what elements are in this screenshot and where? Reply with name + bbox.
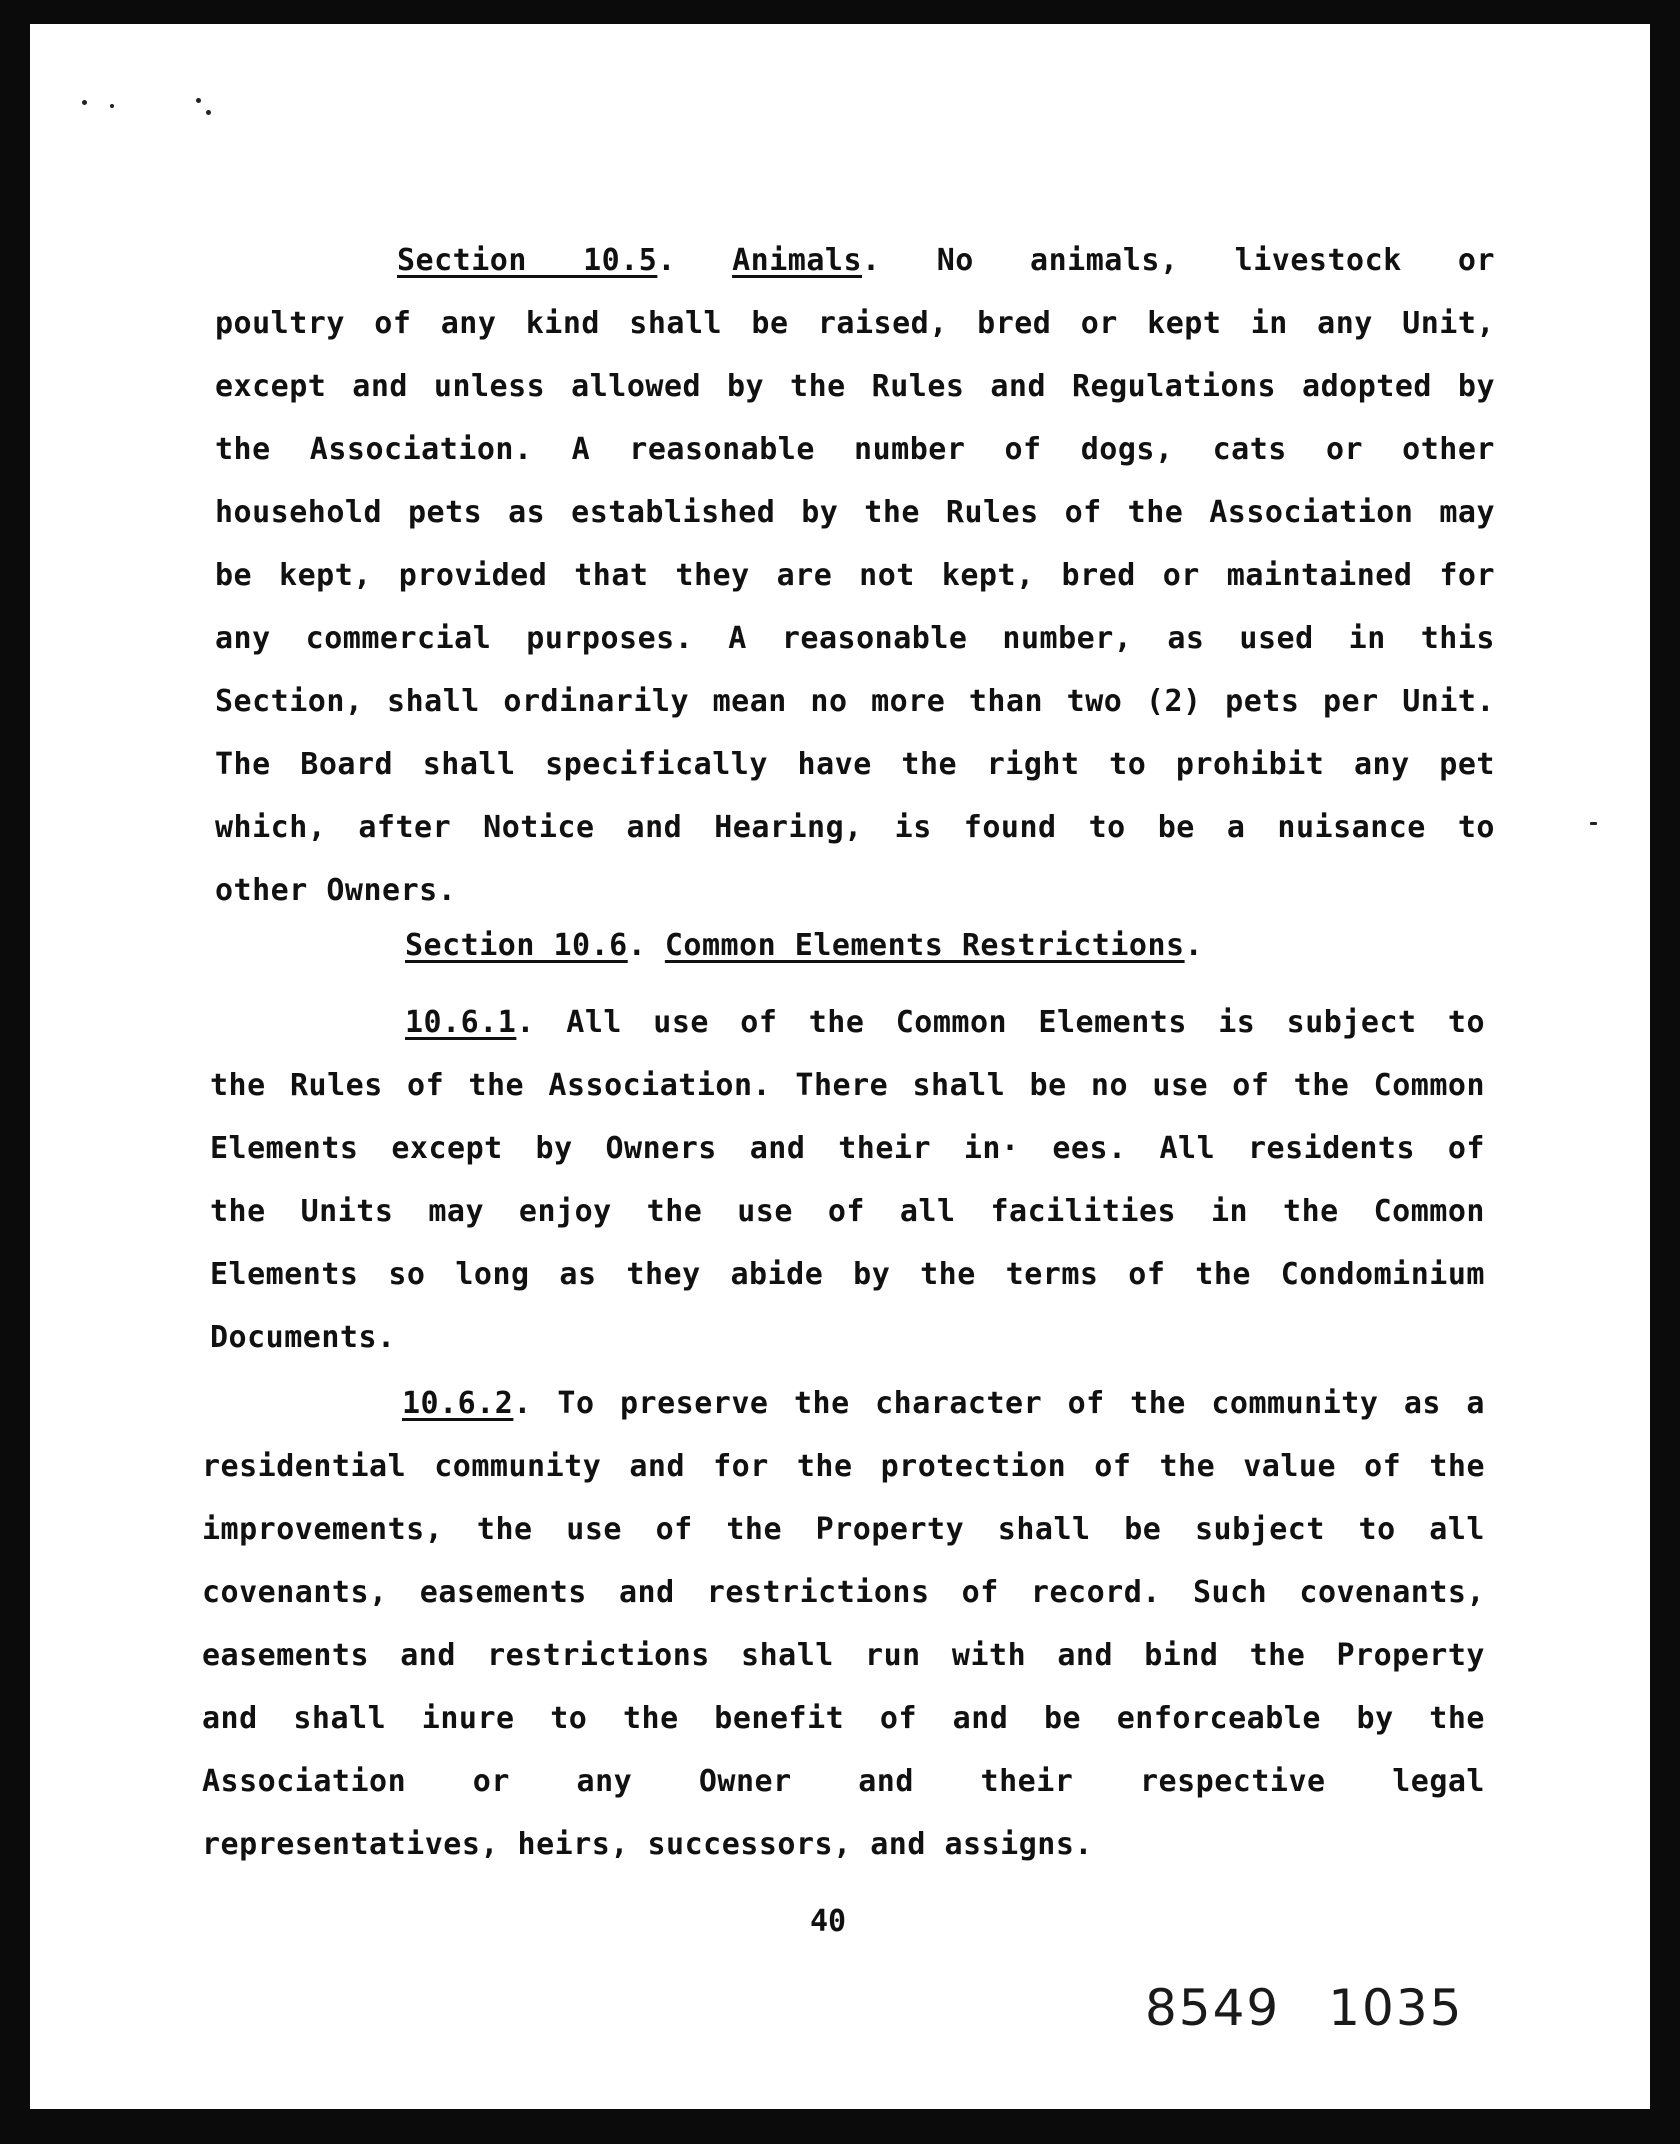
body-line: other Owners.: [215, 873, 457, 908]
document-page: [30, 24, 1650, 2109]
body-line: Elements so long as they abide by the terms of the Condominium: [210, 1257, 1485, 1292]
paragraph-10-6-1: [210, 991, 1485, 1369]
scan-speck: [110, 104, 114, 108]
body-line: which, after Notice and Hearing, is found to be a nuisance to: [215, 810, 1495, 845]
body-line: Elements except by Owners and their in· ees. All residents of: [210, 1131, 1485, 1166]
body-line: easements and restrictions shall run with and bind the Property: [202, 1638, 1485, 1673]
paragraph-10-6-2-first-line-text: To preserve the character of the community as a: [557, 1386, 1485, 1421]
body-line: be kept, provided that they are not kept, bred or maintained for: [215, 558, 1495, 593]
body-line: covenants, easements and restrictions of record. Such covenants,: [202, 1575, 1485, 1610]
body-line: the Rules of the Association. There shall be no use of the Common: [210, 1068, 1485, 1103]
body-line: The Board shall specifically have the right to prohibit any pet: [215, 747, 1495, 782]
paragraph-10-6-2-first-line: 10.6.2. To preserve the character of the community as a: [402, 1386, 1485, 1421]
paragraph-10-6-1-first-line: 10.6.1. All use of the Common Elements is subject to: [405, 1005, 1486, 1040]
section-10-6-heading: Section 10.6. Common Elements Restrictions.: [405, 928, 1204, 963]
scan-speck: [1590, 822, 1597, 825]
body-line: representatives, heirs, successors, and assigns.: [202, 1827, 1093, 1862]
section-10-6-title: Common Elements Restrictions: [664, 928, 1185, 963]
body-line: the Association. A reasonable number of dogs, cats or other: [215, 432, 1495, 467]
section-10-5: [215, 229, 1495, 922]
body-line: the Units may enjoy the use of all facilities in the Common: [210, 1194, 1485, 1229]
body-line: Documents.: [210, 1320, 396, 1355]
body-line: residential community and for the protection of the value of the: [202, 1449, 1485, 1484]
scan-speck: [82, 100, 87, 105]
paragraph-10-6-1-label: 10.6.1: [405, 1005, 517, 1040]
body-line: poultry of any kind shall be raised, bred or kept in any Unit,: [215, 306, 1495, 341]
body-line: any commercial purposes. A reasonable number, as used in this: [215, 621, 1495, 656]
document-number-part-2: 1035: [1328, 1979, 1464, 2037]
paragraph-10-6-2: [202, 1372, 1485, 1876]
body-line: Association or any Owner and their respective legal: [202, 1764, 1485, 1799]
body-line: improvements, the use of the Property shall be subject to all: [202, 1512, 1485, 1547]
page-number: 40: [810, 1904, 847, 1939]
body-line: Section, shall ordinarily mean no more than two (2) pets per Unit.: [215, 684, 1495, 719]
body-line: household pets as established by the Rules of the Association may: [215, 495, 1495, 530]
document-number: [1145, 1979, 1512, 2037]
paragraph-10-6-2-label: 10.6.2: [402, 1386, 514, 1421]
section-10-5-first-line-text: No animals, livestock or: [936, 243, 1496, 278]
body-line: and shall inure to the benefit of and be enforceable by the: [202, 1701, 1485, 1736]
scan-speck: [206, 110, 211, 115]
section-10-5-title: Animals: [732, 243, 863, 278]
document-number-part-1: 8549: [1145, 1979, 1281, 2037]
paragraph-10-6-1-first-line-text: All use of the Common Elements is subject to: [566, 1005, 1486, 1040]
body-line: except and unless allowed by the Rules and Regulations adopted by: [215, 369, 1495, 404]
section-10-6-label: Section 10.6: [405, 928, 628, 963]
scan-speck: [196, 98, 201, 103]
section-10-5-first-line: Section 10.5. Animals. No animals, livestock or: [397, 243, 1496, 278]
section-10-5-label: Section 10.5: [397, 243, 658, 278]
